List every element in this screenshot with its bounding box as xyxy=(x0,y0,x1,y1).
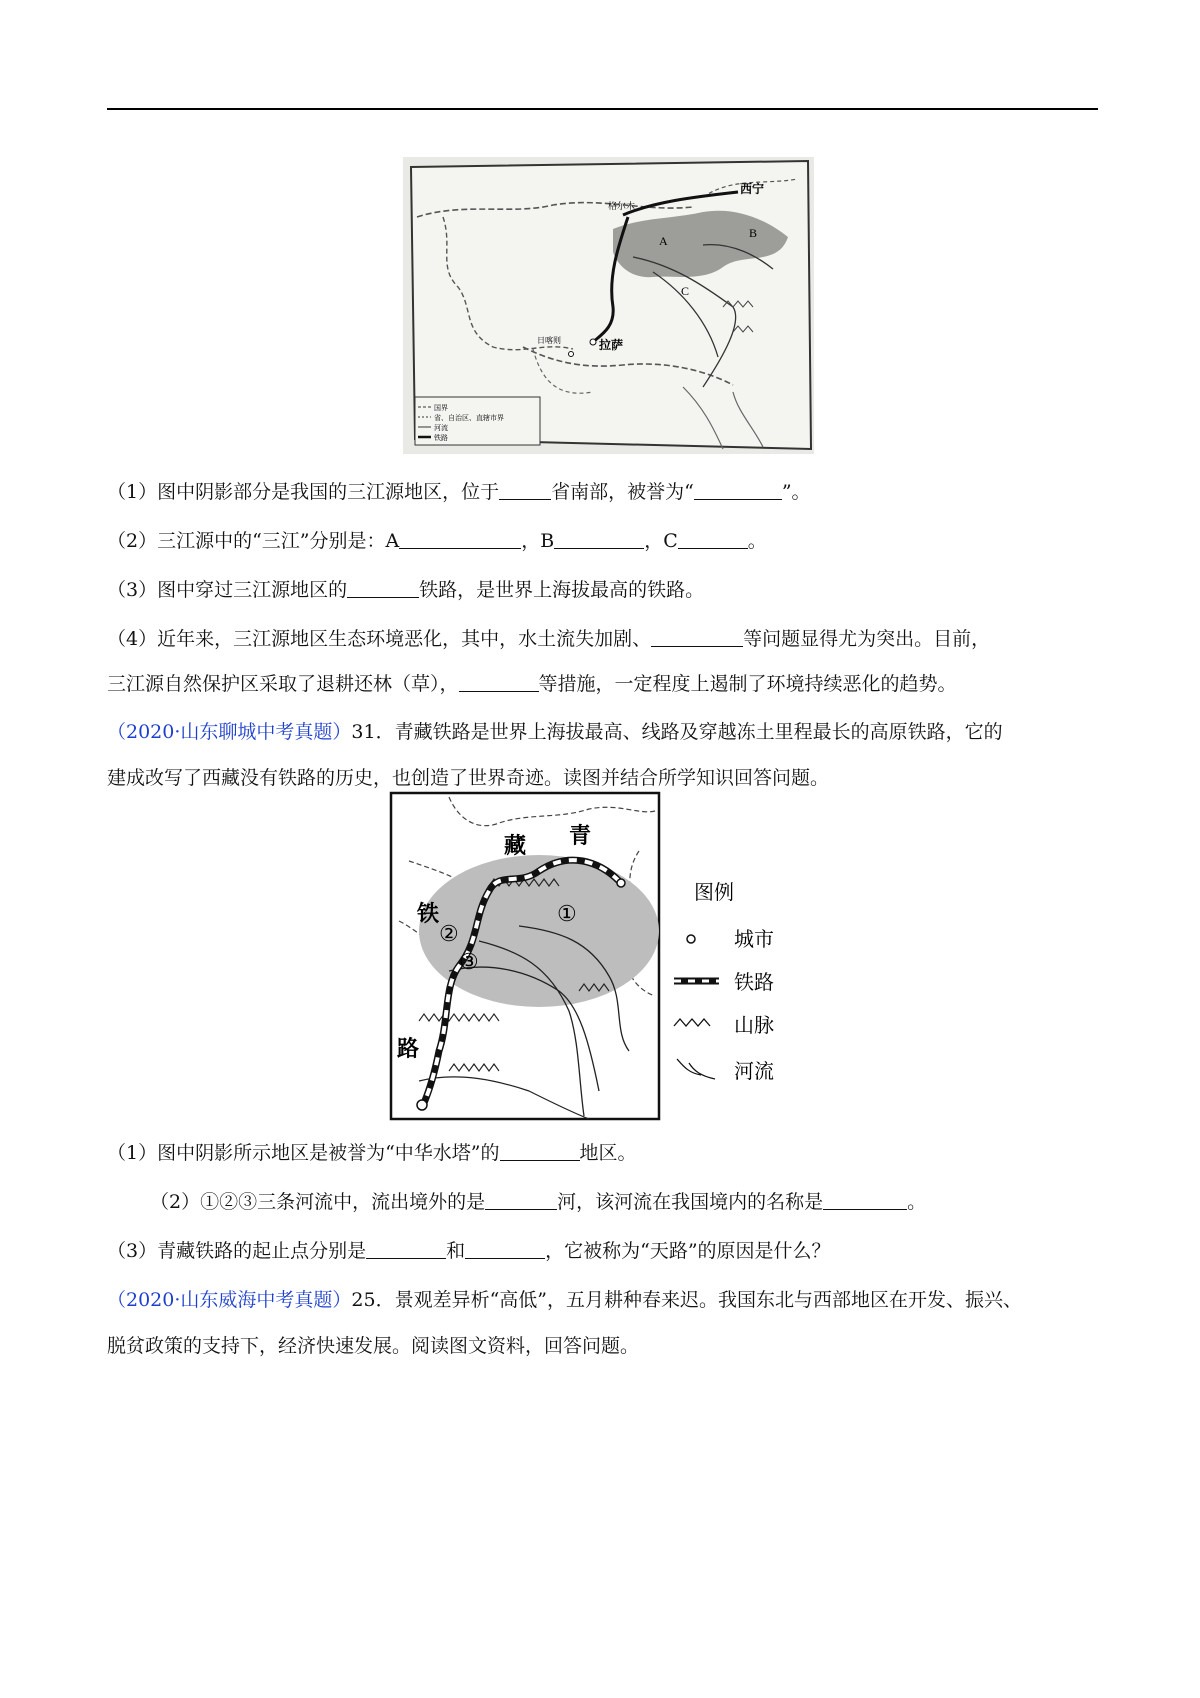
river-a-label: A xyxy=(659,234,668,248)
rikaze-label: 日喀则 xyxy=(537,336,561,345)
q25-stem-line-1: （2020·山东威海中考真题）25．景观差异析“高低”，五月耕种春来迟。我国东北与西部地区在开发、振兴、 xyxy=(107,1289,1023,1311)
q25-source: （2020·山东威海中考真题） xyxy=(107,1289,352,1311)
railway-map xyxy=(389,791,819,1122)
river-2-label: ② xyxy=(439,922,459,947)
q31-stem-line-2: 建成改写了西藏没有铁路的历史，也创造了世界奇迹。读图并结合所学知识回答问题。 xyxy=(107,767,830,789)
q25-stem-line-2: 脱贫政策的支持下，经济快速发展。阅读图文资料，回答问题。 xyxy=(107,1335,640,1357)
mountain-icon xyxy=(674,1019,710,1026)
question-2: （2）三江源中的“三江”分别是：A ，B ，C 。 xyxy=(107,530,767,552)
geermu-label: 格尔木 xyxy=(608,201,636,211)
legend-mountain: 山脉 xyxy=(734,1013,774,1037)
q31-item-3: （3）青藏铁路的起止点分别是 和 ，它被称为“天路”的原因是什么？ xyxy=(107,1240,831,1262)
q31-stem-line-1: （2020·山东聊城中考真题）31．青藏铁路是世界上海拔最高、线路及穿越冻土里程最长的高原铁路，它的 xyxy=(107,721,1003,743)
city-icon xyxy=(687,935,695,943)
question-3: （3）图中穿过三江源地区的 铁路，是世界上海拔最高的铁路。 xyxy=(107,579,705,601)
lu-label: 路 xyxy=(397,1036,420,1062)
railway-legend xyxy=(674,880,774,1083)
zang-label: 藏 xyxy=(504,833,527,859)
header-rule xyxy=(107,108,1098,110)
sanjiangyuan-map xyxy=(403,157,814,454)
q31-source: （2020·山东聊城中考真题） xyxy=(107,721,352,743)
qinghai-tibet-railway-figure xyxy=(389,791,819,1122)
q31-item-2: （2）①②③三条河流中，流出境外的是 河，该河流在我国境内的名称是 。 xyxy=(150,1191,927,1213)
legend-river: 河流 xyxy=(434,425,448,432)
river-1-label: ① xyxy=(557,902,577,927)
tie-label: 铁 xyxy=(417,901,440,927)
q31-item-1: （1）图中阴影所示地区是被誉为“中华水塔”的 地区。 xyxy=(107,1142,637,1164)
question-4-line-2: 三江源自然保护区采取了退耕还林（草）， 等措施，一定程度上遏制了环境持续恶化的趋势。 xyxy=(107,673,957,695)
question-1: （1）图中阴影部分是我国的三江源地区，位于 省南部，被誉为“ ”。 xyxy=(107,481,811,503)
legend-railway: 铁路 xyxy=(734,970,774,994)
legend-city: 城市 xyxy=(734,927,774,951)
river-b-label: B xyxy=(749,226,758,240)
map-legend xyxy=(415,397,540,445)
legend-river: 河流 xyxy=(734,1059,774,1083)
lasa-label: 拉萨 xyxy=(599,338,624,352)
river-c-label: C xyxy=(681,284,690,298)
qing-label: 青 xyxy=(569,823,592,849)
river-3-label: ③ xyxy=(459,950,479,975)
sanjiangyuan-map-figure xyxy=(403,157,814,454)
legend-railway: 铁路 xyxy=(434,435,448,442)
xining-label: 西宁 xyxy=(740,182,765,196)
river-icon xyxy=(677,1059,715,1079)
question-4-line-1: （4）近年来，三江源地区生态环境恶化，其中，水土流失加剧、 等问题显得尤为突出。目前， xyxy=(107,628,991,650)
legend-province: 省、自治区、直辖市界 xyxy=(434,415,504,422)
legend-title: 图例 xyxy=(694,880,734,904)
legend-border: 国界 xyxy=(434,405,448,412)
